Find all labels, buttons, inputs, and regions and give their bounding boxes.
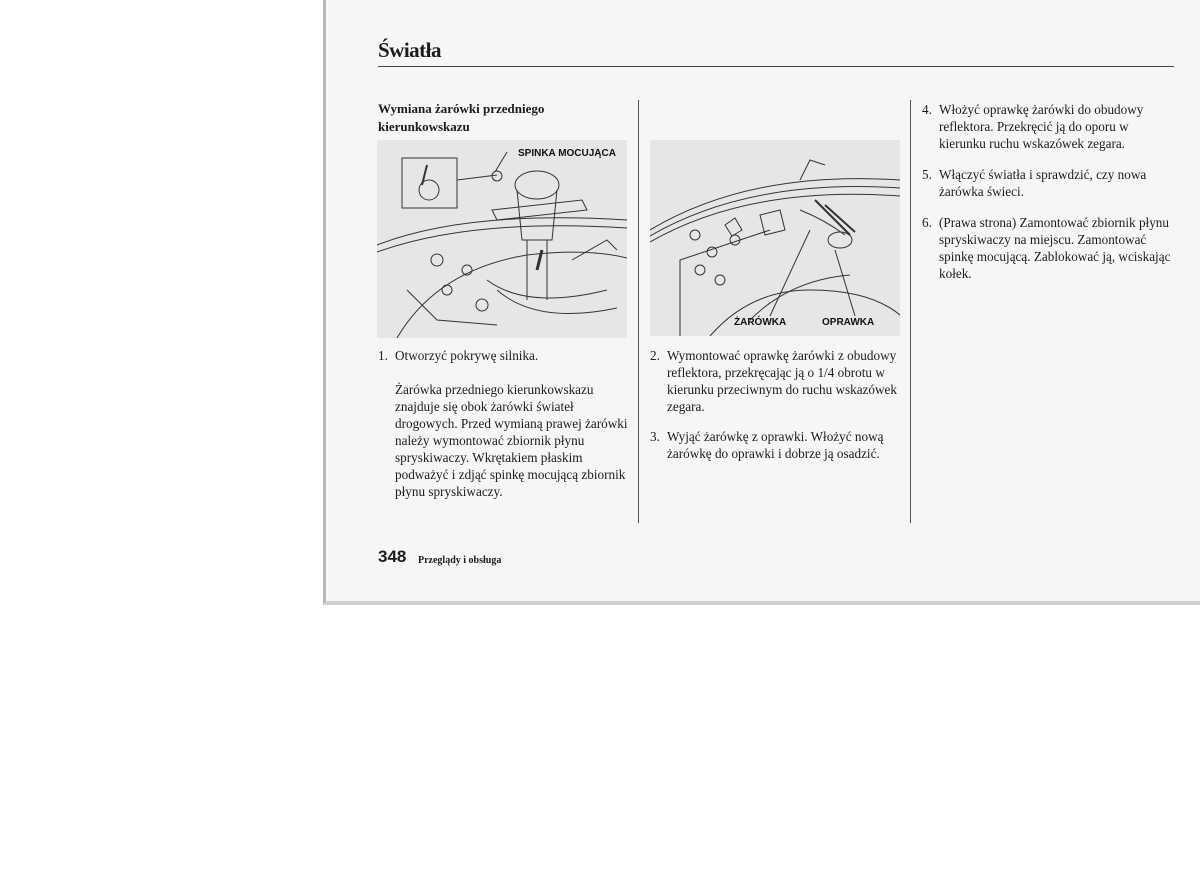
step-6-number: 6. <box>922 215 932 230</box>
column-divider-2 <box>910 100 911 523</box>
step-5-text: Włączyć światła i sprawdzić, czy nowa żarówka świeci. <box>939 167 1147 199</box>
step-3-number: 3. <box>650 429 660 444</box>
step-2-text: Wymontować oprawkę żarówki z obudowy reflektora, przekręcając ją o 1/4 obrotu w kierunku przeciwnym do ruchu wskazówek zegara. <box>667 348 897 414</box>
page-title: Światła <box>378 38 442 62</box>
figure-washer-reservoir-clip <box>377 140 627 338</box>
intro-paragraph: Żarówka przedniego kierunkowskazu znajduje się obok żarówki świateł drogowych. Przed wymianą prawej żarówki należy wymontować zbiornik płynu spryskiwaczy. Wkrętakiem płaskim podważyć i zdjąć spinkę mocującą zbiornik płynu spryskiwaczy. <box>395 382 628 499</box>
page-number: 348 <box>378 547 407 566</box>
step-1-text: Otworzyć pokrywę silnika. <box>395 348 539 363</box>
label-bulb: ŻARÓWKA <box>734 317 787 328</box>
step-4-number: 4. <box>922 102 932 117</box>
label-socket: OPRAWKA <box>822 317 875 328</box>
step-6-text: (Prawa strona) Zamontować zbiornik płynu spryskiwaczy na miejscu. Zamontować spinkę mocującą. Zablokować ją, wciskając kołek. <box>939 215 1171 281</box>
header-divider <box>378 66 1174 67</box>
column-divider-1 <box>638 100 639 523</box>
step-5-number: 5. <box>922 167 932 182</box>
step-3-text: Wyjąć żarówkę z oprawki. Włożyć nową żarówkę do oprawki i dobrze ją osadzić. <box>667 429 884 461</box>
step-1-number: 1. <box>378 348 388 363</box>
headlight-assembly-illustration <box>650 140 900 336</box>
engine-bay-illustration <box>377 140 627 338</box>
figure-bulb-socket <box>650 140 900 336</box>
section-heading: Wymiana żarówki przedniego kierunkowskazu <box>378 101 545 134</box>
step-2-number: 2. <box>650 348 660 363</box>
footer-section-name: Przeglądy i obsługa <box>418 555 502 566</box>
label-retaining-clip: SPINKA MOCUJĄCA <box>518 148 616 159</box>
step-4-text: Włożyć oprawkę żarówki do obudowy reflektora. Przekręcić ją do oporu w kierunku ruchu wskazówek zegara. <box>939 102 1144 151</box>
